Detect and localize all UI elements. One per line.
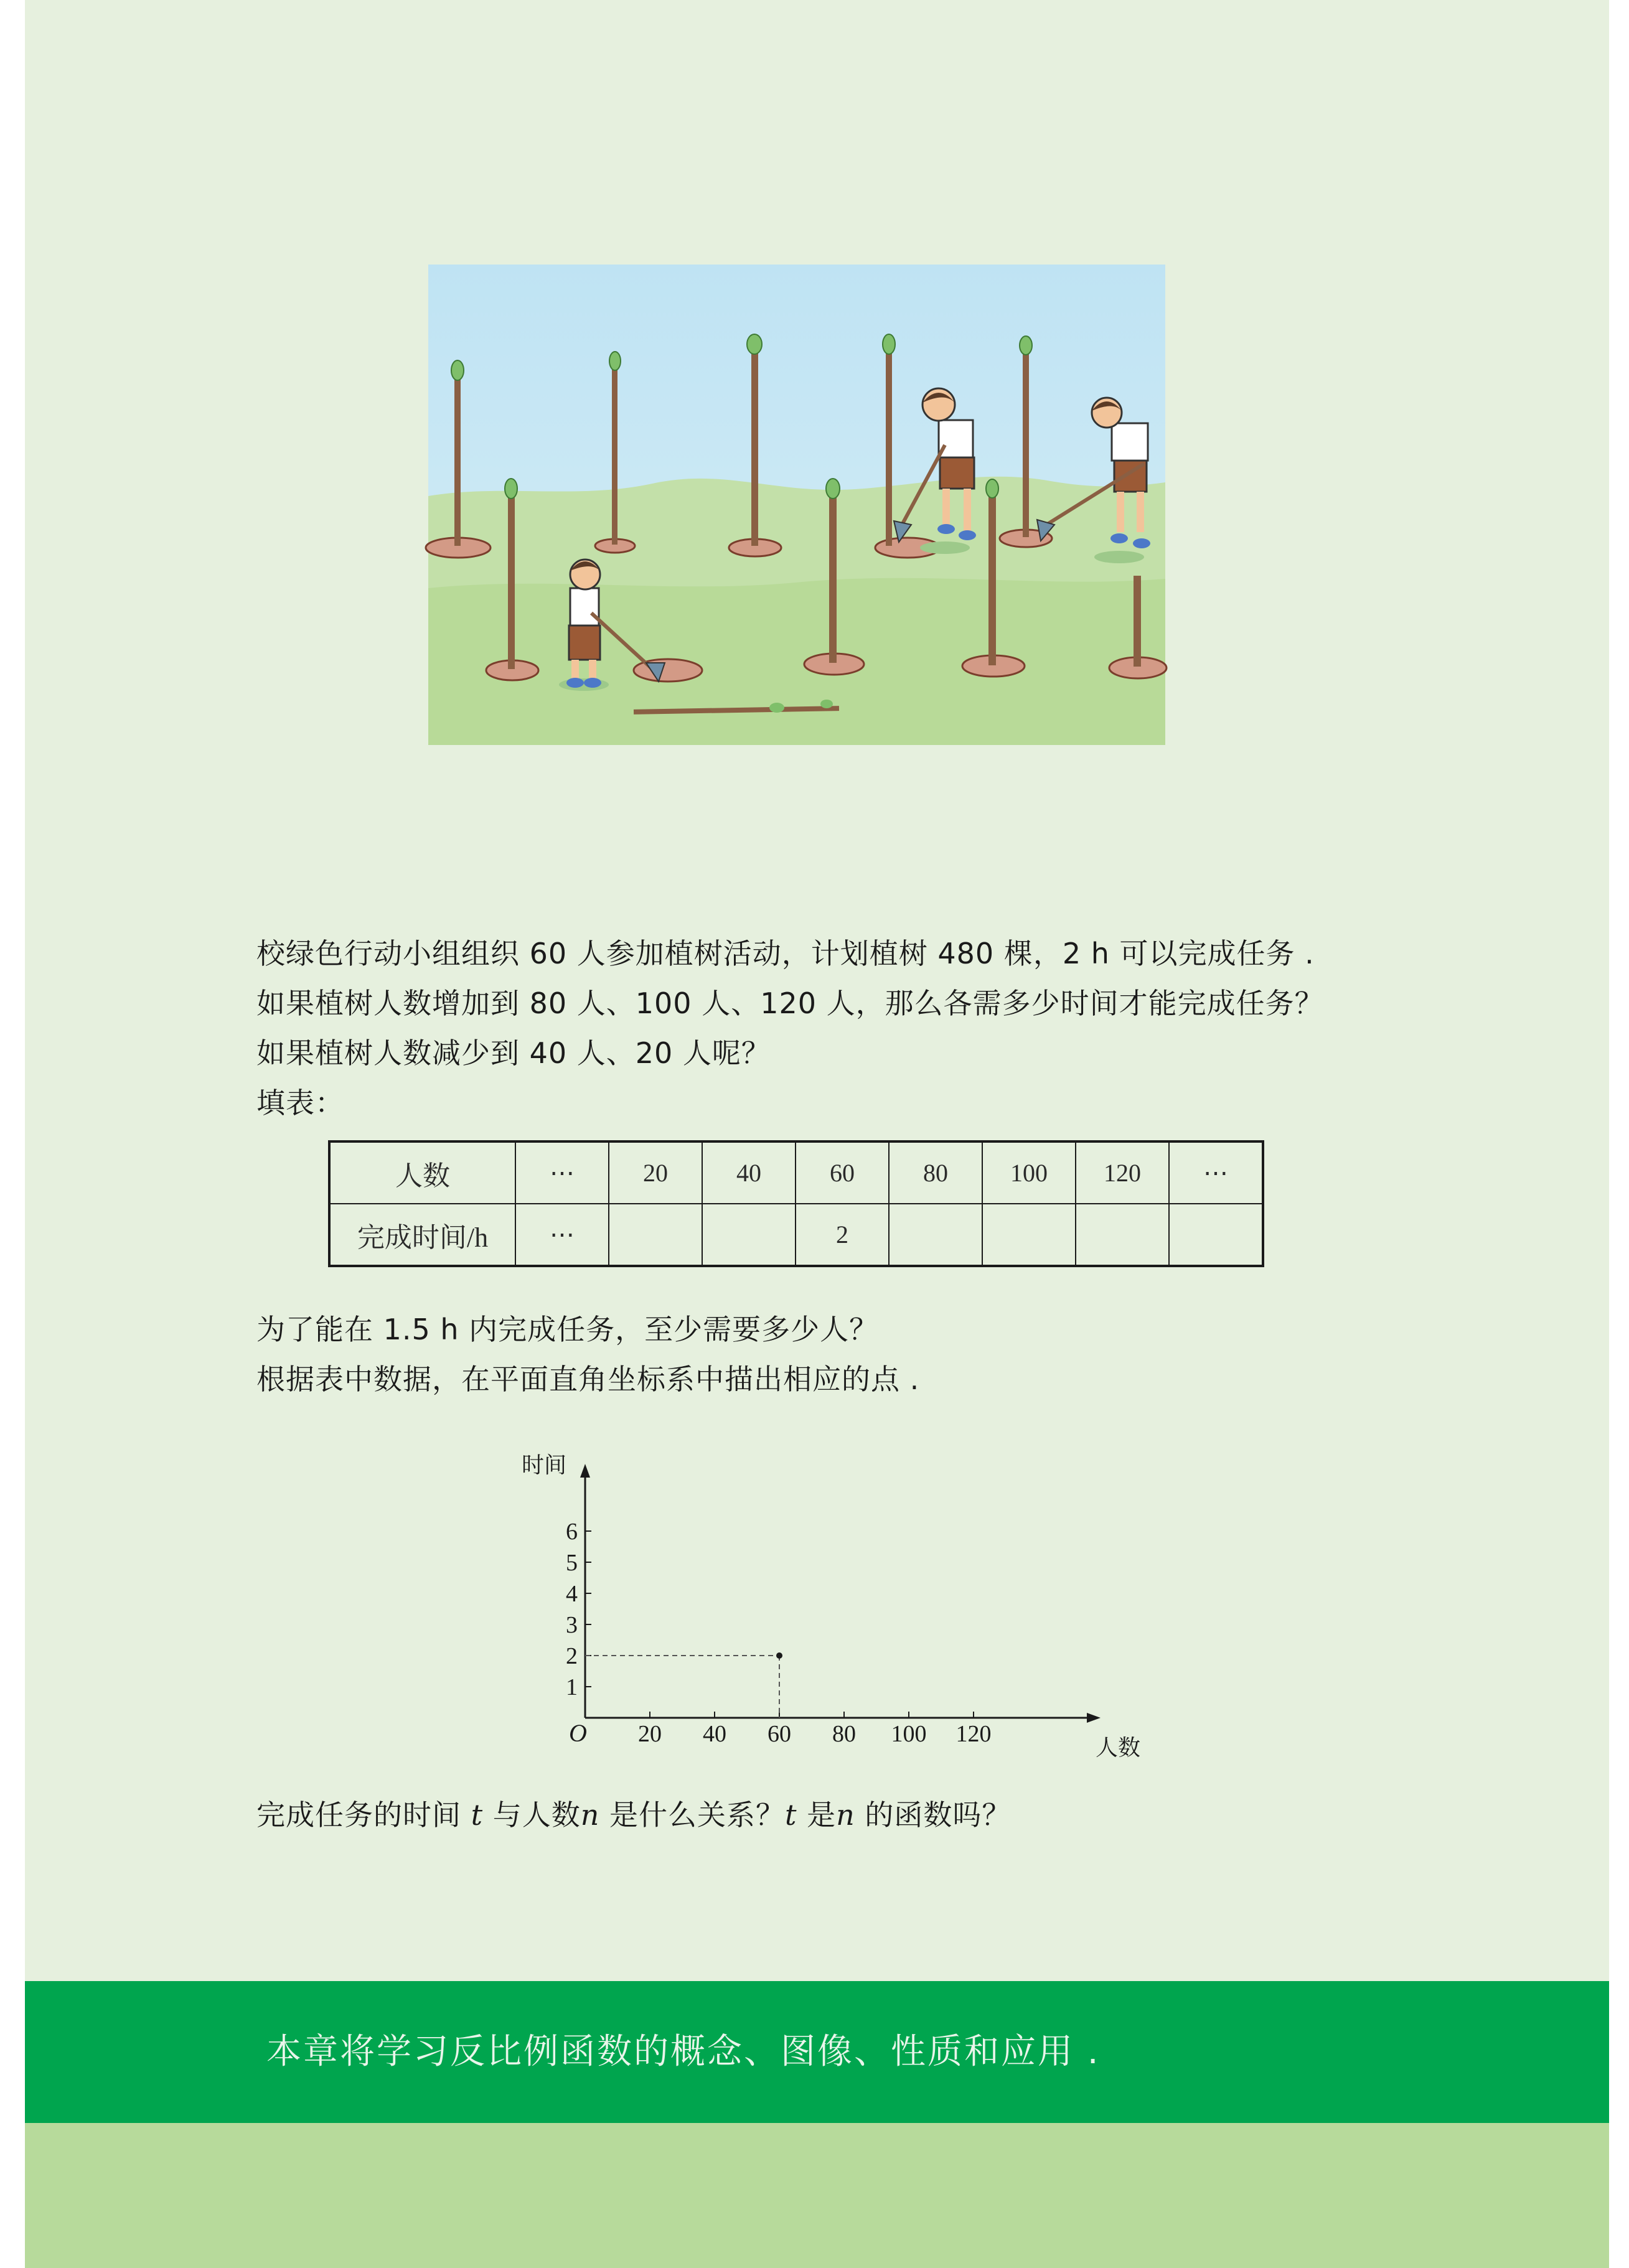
variable-n: n bbox=[580, 1798, 600, 1832]
x-tick-label: 80 bbox=[832, 1721, 856, 1747]
x-tick-label: 40 bbox=[703, 1721, 726, 1747]
table-cell: 100 bbox=[982, 1141, 1076, 1204]
final-question-text: 的函数吗？ bbox=[855, 1798, 1012, 1832]
table-row bbox=[329, 1204, 1263, 1266]
data-point bbox=[776, 1652, 782, 1659]
table-row bbox=[329, 1141, 1263, 1204]
y-axis-label: 时间 bbox=[521, 1453, 566, 1478]
data-table bbox=[328, 1140, 1264, 1267]
y-axis-arrow bbox=[580, 1464, 590, 1478]
intro-line-2: 如果植树人数增加到 80 人、100 人、120 人，那么各需多少时间才能完成任务？ bbox=[256, 986, 1324, 1020]
chapter-summary: 本章将学习反比例函数的概念、图像、性质和应用 . bbox=[266, 2031, 1101, 2072]
table-cell-blank[interactable] bbox=[1076, 1204, 1169, 1266]
table-cell: ⋯ bbox=[515, 1204, 609, 1266]
question-2: 根据表中数据，在平面直角坐标系中描出相应的点 . bbox=[256, 1362, 920, 1396]
coordinate-chart bbox=[498, 1425, 1141, 1760]
table-cell: ⋯ bbox=[515, 1141, 609, 1204]
footer-band bbox=[25, 2123, 1609, 2268]
variable-n: n bbox=[836, 1798, 855, 1832]
table-cell-blank[interactable] bbox=[609, 1204, 702, 1266]
table-cell: ⋯ bbox=[1169, 1141, 1263, 1204]
origin-label: O bbox=[569, 1719, 587, 1747]
variable-t: t bbox=[785, 1798, 797, 1832]
variable-t: t bbox=[471, 1798, 484, 1832]
y-tick-label: 5 bbox=[566, 1550, 578, 1576]
table-cell-blank[interactable] bbox=[702, 1204, 796, 1266]
y-tick-label: 4 bbox=[566, 1581, 578, 1607]
tree-planting-illustration bbox=[428, 265, 1165, 745]
question-1: 为了能在 1.5 h 内完成任务，至少需要多少人？ bbox=[256, 1313, 879, 1346]
x-tick-label: 100 bbox=[891, 1721, 927, 1747]
final-question-text: 是什么关系？ bbox=[599, 1798, 786, 1832]
table-row-header: 人数 bbox=[329, 1141, 515, 1204]
table-cell: 80 bbox=[889, 1141, 982, 1204]
table-cell-blank[interactable] bbox=[889, 1204, 982, 1266]
table-row-header: 完成时间/h bbox=[329, 1204, 515, 1266]
table-cell-blank[interactable] bbox=[982, 1204, 1076, 1266]
final-question-text: 与人数 bbox=[483, 1798, 581, 1832]
table-cell: 20 bbox=[609, 1141, 702, 1204]
final-question-text: 是 bbox=[797, 1798, 837, 1832]
final-question-text: 完成任务的时间 bbox=[256, 1798, 471, 1832]
y-tick-label: 3 bbox=[566, 1612, 578, 1638]
y-tick-label: 6 bbox=[566, 1519, 578, 1545]
table-cell: 40 bbox=[702, 1141, 796, 1204]
x-tick-label: 120 bbox=[955, 1721, 992, 1747]
table-cell: 2 bbox=[796, 1204, 889, 1266]
x-axis-label: 人数 bbox=[1096, 1735, 1141, 1760]
table-cell-blank[interactable] bbox=[1169, 1204, 1263, 1266]
intro-line-1: 校绿色行动小组组织 60 人参加植树活动，计划植树 480 棵，2 h 可以完成任务 . bbox=[256, 937, 1315, 970]
y-tick-label: 2 bbox=[566, 1643, 578, 1669]
intro-line-3: 如果植树人数减少到 40 人、20 人呢？ bbox=[256, 1036, 771, 1070]
y-tick-label: 1 bbox=[566, 1674, 578, 1700]
table-cell: 120 bbox=[1076, 1141, 1169, 1204]
final-question bbox=[256, 1790, 1439, 1840]
table-cell: 60 bbox=[796, 1141, 889, 1204]
fill-table-label: 填表： bbox=[256, 1086, 344, 1120]
x-tick-label: 60 bbox=[768, 1721, 791, 1747]
chapter-banner bbox=[25, 1981, 1609, 2123]
x-tick-label: 20 bbox=[638, 1721, 662, 1747]
